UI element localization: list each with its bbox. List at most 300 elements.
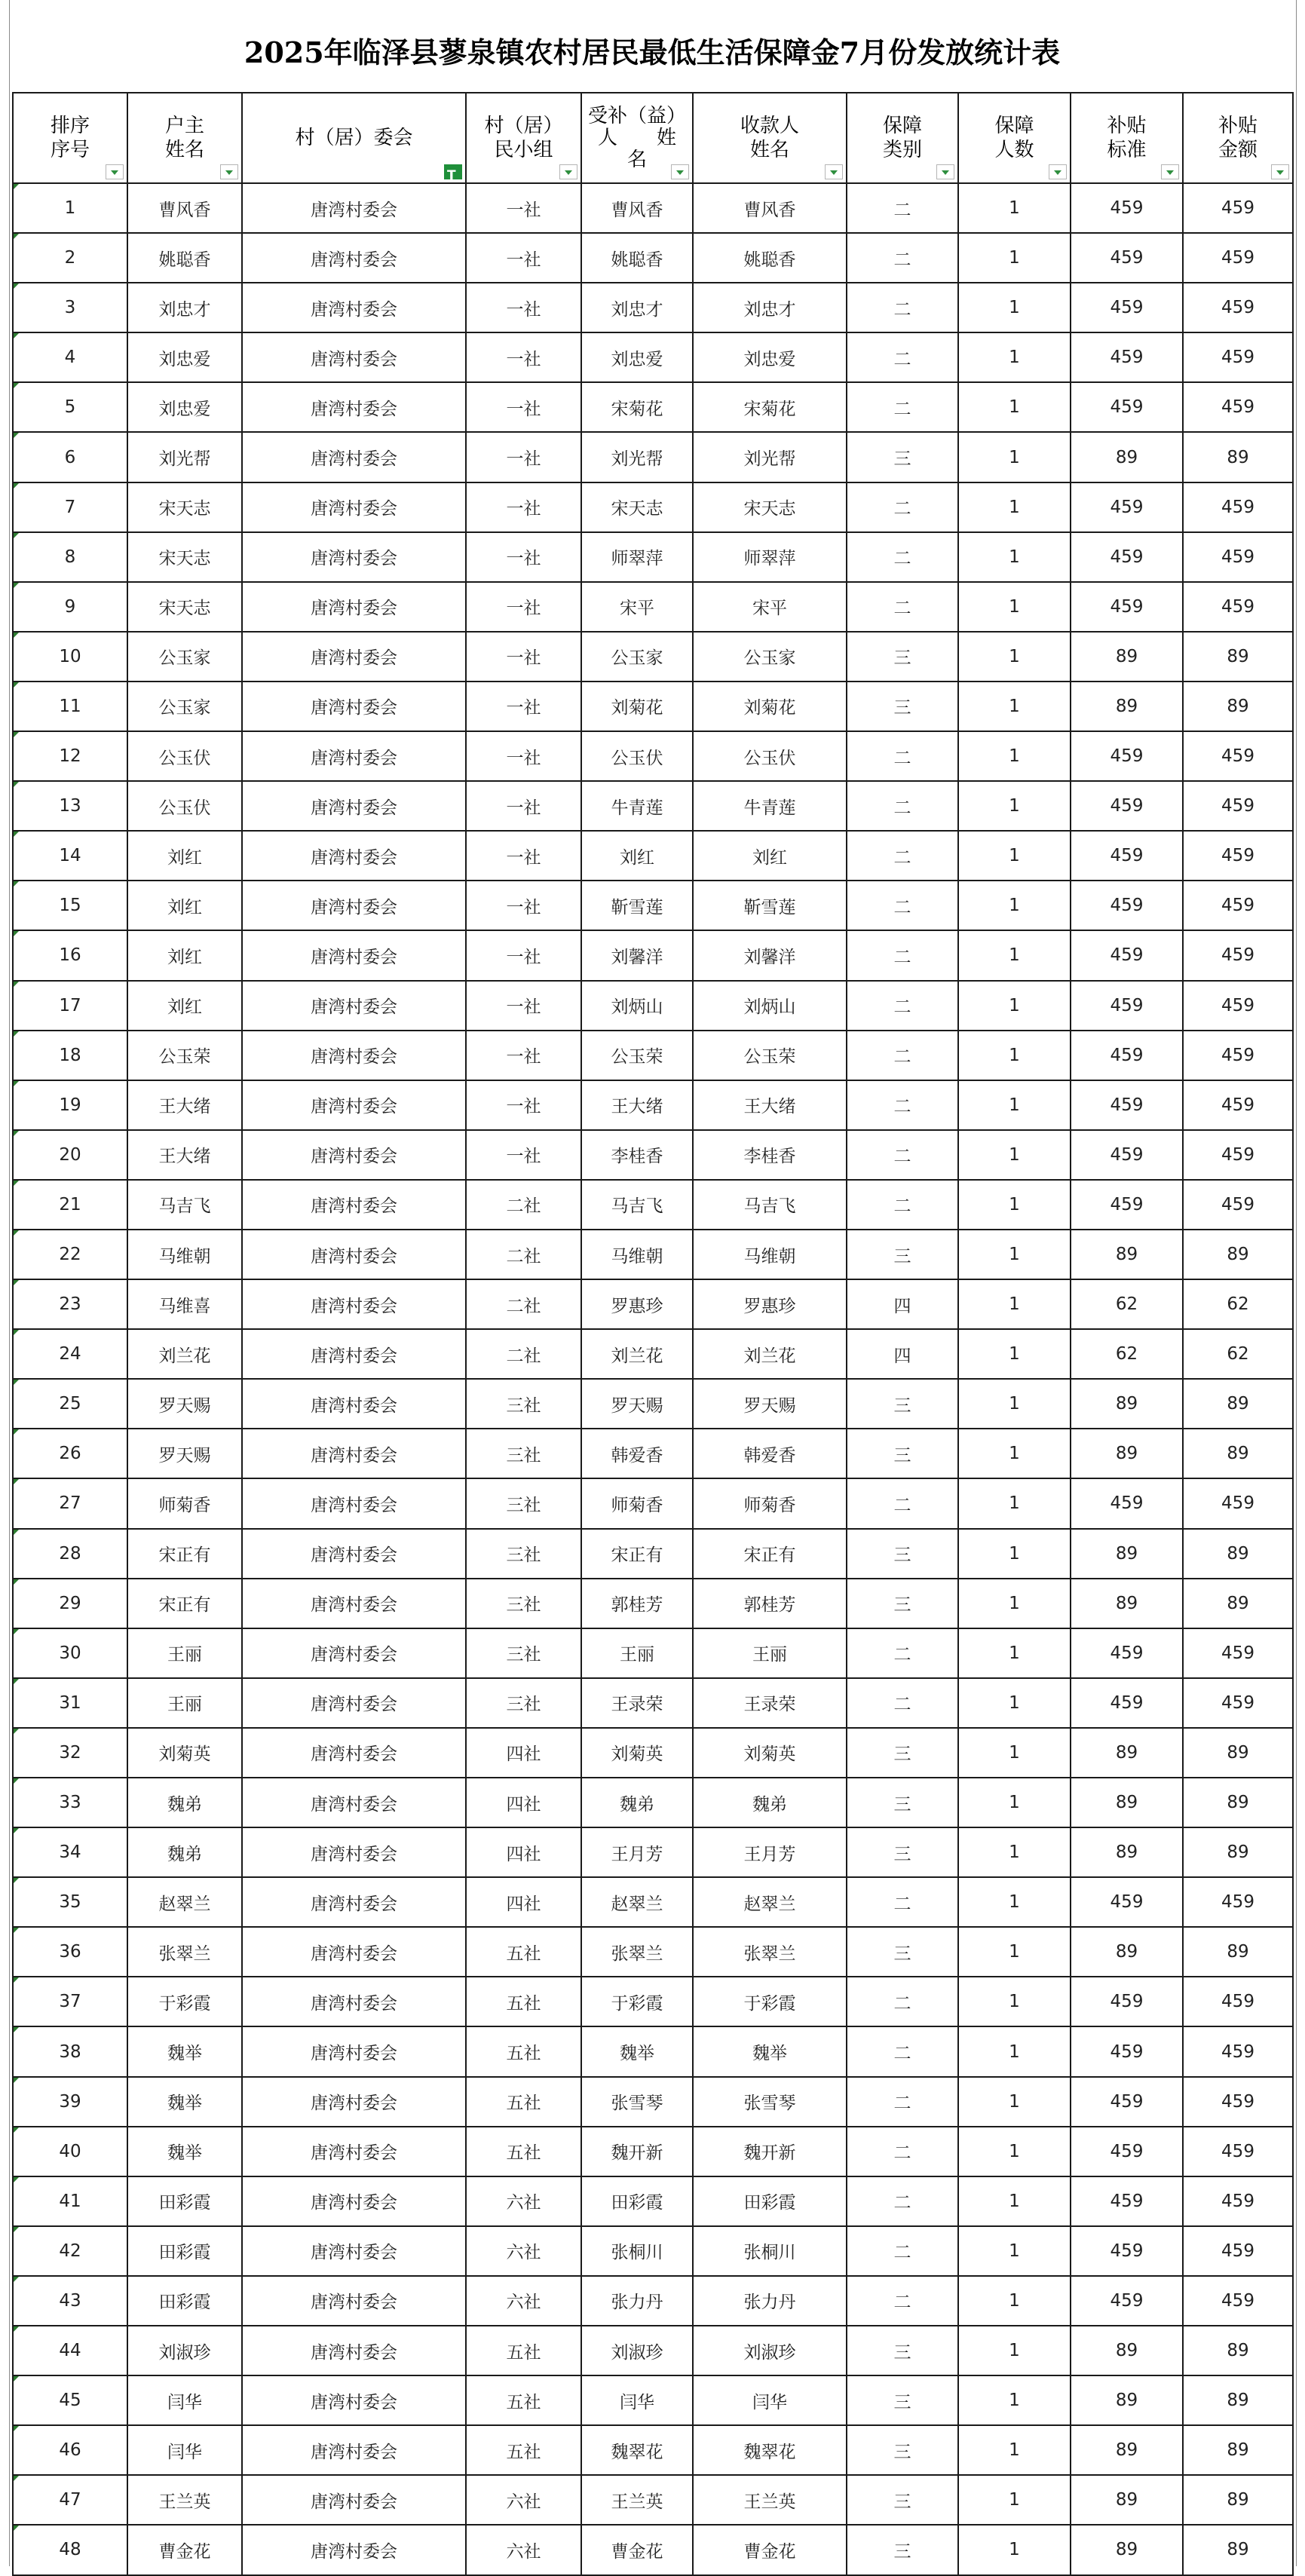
cell-person-count[interactable]: 1 [958,1927,1071,1977]
cell-beneficiary-name[interactable]: 王录荣 [581,1678,693,1728]
cell-order-no[interactable]: 35 [13,1877,127,1927]
cell-order-no[interactable]: 27 [13,1478,127,1528]
cell-person-count[interactable]: 1 [958,2226,1071,2276]
cell-beneficiary-name[interactable]: 闫华 [581,2375,693,2425]
cell-beneficiary-name[interactable]: 姚聪香 [581,233,693,283]
cell-beneficiary-name[interactable]: 于彩霞 [581,1977,693,2026]
cell-beneficiary-name[interactable]: 靳雪莲 [581,881,693,930]
cell-household-head[interactable]: 宋天志 [127,482,242,532]
cell-payee-name[interactable]: 宋天志 [693,482,847,532]
cell-village-committee[interactable]: 唐湾村委会 [242,2276,466,2326]
filter-active-icon[interactable] [444,164,462,179]
cell-villager-group[interactable]: 四社 [466,1877,581,1927]
cell-villager-group[interactable]: 三社 [466,1579,581,1628]
cell-beneficiary-name[interactable]: 马维朝 [581,1230,693,1279]
cell-person-count[interactable]: 1 [958,1579,1071,1628]
cell-order-no[interactable]: 37 [13,1977,127,2026]
cell-security-category[interactable]: 二 [847,930,958,980]
cell-subsidy-standard[interactable]: 459 [1071,2226,1183,2276]
cell-subsidy-amount[interactable]: 459 [1183,981,1293,1031]
cell-security-category[interactable]: 三 [847,2425,958,2475]
cell-payee-name[interactable]: 张桐川 [693,2226,847,2276]
cell-person-count[interactable]: 1 [958,682,1071,731]
cell-subsidy-amount[interactable]: 459 [1183,881,1293,930]
cell-order-no[interactable]: 22 [13,1230,127,1279]
cell-security-category[interactable]: 二 [847,1977,958,2026]
cell-order-no[interactable]: 4 [13,332,127,382]
cell-person-count[interactable]: 1 [958,2127,1071,2176]
cell-person-count[interactable]: 1 [958,1329,1071,1379]
cell-beneficiary-name[interactable]: 王大绪 [581,1080,693,1130]
cell-household-head[interactable]: 田彩霞 [127,2276,242,2326]
cell-subsidy-amount[interactable]: 89 [1183,1579,1293,1628]
cell-payee-name[interactable]: 刘红 [693,831,847,881]
cell-village-committee[interactable]: 唐湾村委会 [242,781,466,831]
cell-subsidy-amount[interactable]: 89 [1183,682,1293,731]
cell-subsidy-amount[interactable]: 89 [1183,1728,1293,1778]
cell-villager-group[interactable]: 三社 [466,1478,581,1528]
cell-subsidy-standard[interactable]: 459 [1071,233,1183,283]
cell-villager-group[interactable]: 一社 [466,930,581,980]
cell-village-committee[interactable]: 唐湾村委会 [242,532,466,582]
cell-security-category[interactable]: 二 [847,183,958,233]
cell-household-head[interactable]: 曹金花 [127,2525,242,2574]
cell-household-head[interactable]: 姚聪香 [127,233,242,283]
cell-security-category[interactable]: 二 [847,831,958,881]
cell-subsidy-amount[interactable]: 89 [1183,432,1293,482]
cell-security-category[interactable]: 二 [847,382,958,432]
cell-beneficiary-name[interactable]: 师菊香 [581,1478,693,1528]
cell-villager-group[interactable]: 二社 [466,1180,581,1230]
cell-security-category[interactable]: 二 [847,2226,958,2276]
cell-order-no[interactable]: 1 [13,183,127,233]
cell-subsidy-amount[interactable]: 459 [1183,482,1293,532]
cell-person-count[interactable]: 1 [958,233,1071,283]
cell-beneficiary-name[interactable]: 公玉荣 [581,1031,693,1080]
cell-person-count[interactable]: 1 [958,1180,1071,1230]
cell-subsidy-standard[interactable]: 89 [1071,2525,1183,2574]
cell-villager-group[interactable]: 一社 [466,981,581,1031]
cell-village-committee[interactable]: 唐湾村委会 [242,382,466,432]
cell-person-count[interactable]: 1 [958,2326,1071,2375]
cell-household-head[interactable]: 马维喜 [127,1279,242,1329]
cell-village-committee[interactable]: 唐湾村委会 [242,2425,466,2475]
cell-village-committee[interactable]: 唐湾村委会 [242,332,466,382]
cell-order-no[interactable]: 48 [13,2525,127,2574]
cell-person-count[interactable]: 1 [958,1031,1071,1080]
cell-order-no[interactable]: 23 [13,1279,127,1329]
cell-household-head[interactable]: 魏举 [127,2077,242,2127]
cell-person-count[interactable]: 1 [958,831,1071,881]
cell-villager-group[interactable]: 一社 [466,332,581,382]
cell-person-count[interactable]: 1 [958,2375,1071,2425]
cell-subsidy-standard[interactable]: 459 [1071,1877,1183,1927]
cell-payee-name[interactable]: 刘忠才 [693,283,847,332]
cell-order-no[interactable]: 47 [13,2475,127,2525]
cell-villager-group[interactable]: 五社 [466,1977,581,2026]
cell-subsidy-amount[interactable]: 459 [1183,1031,1293,1080]
cell-village-committee[interactable]: 唐湾村委会 [242,482,466,532]
cell-payee-name[interactable]: 王大绪 [693,1080,847,1130]
cell-security-category[interactable]: 四 [847,1329,958,1379]
cell-villager-group[interactable]: 六社 [466,2525,581,2574]
cell-security-category[interactable]: 二 [847,981,958,1031]
cell-person-count[interactable]: 1 [958,1230,1071,1279]
cell-village-committee[interactable]: 唐湾村委会 [242,1180,466,1230]
cell-household-head[interactable]: 张翠兰 [127,1927,242,1977]
cell-household-head[interactable]: 刘忠爱 [127,332,242,382]
cell-villager-group[interactable]: 一社 [466,1130,581,1180]
cell-subsidy-standard[interactable]: 89 [1071,682,1183,731]
cell-person-count[interactable]: 1 [958,1080,1071,1130]
cell-security-category[interactable]: 二 [847,2176,958,2226]
cell-household-head[interactable]: 马维朝 [127,1230,242,1279]
cell-subsidy-standard[interactable]: 459 [1071,1031,1183,1080]
cell-village-committee[interactable]: 唐湾村委会 [242,1478,466,1528]
cell-household-head[interactable]: 师菊香 [127,1478,242,1528]
cell-order-no[interactable]: 19 [13,1080,127,1130]
cell-security-category[interactable]: 二 [847,731,958,781]
filter-dropdown-icon[interactable] [559,164,577,179]
cell-payee-name[interactable]: 罗惠珍 [693,1279,847,1329]
cell-village-committee[interactable]: 唐湾村委会 [242,1678,466,1728]
cell-person-count[interactable]: 1 [958,1429,1071,1478]
cell-village-committee[interactable]: 唐湾村委会 [242,1230,466,1279]
cell-subsidy-amount[interactable]: 89 [1183,1827,1293,1877]
cell-subsidy-amount[interactable]: 459 [1183,930,1293,980]
cell-payee-name[interactable]: 刘菊英 [693,1728,847,1778]
cell-person-count[interactable]: 1 [958,731,1071,781]
cell-security-category[interactable]: 三 [847,1529,958,1579]
cell-payee-name[interactable]: 刘馨洋 [693,930,847,980]
cell-village-committee[interactable]: 唐湾村委会 [242,1429,466,1478]
cell-payee-name[interactable]: 张力丹 [693,2276,847,2326]
cell-security-category[interactable]: 二 [847,482,958,532]
cell-person-count[interactable]: 1 [958,2425,1071,2475]
cell-subsidy-standard[interactable]: 459 [1071,382,1183,432]
cell-villager-group[interactable]: 四社 [466,1728,581,1778]
cell-subsidy-standard[interactable]: 459 [1071,482,1183,532]
cell-beneficiary-name[interactable]: 魏翠花 [581,2425,693,2475]
cell-village-committee[interactable]: 唐湾村委会 [242,881,466,930]
cell-payee-name[interactable]: 公玉家 [693,632,847,682]
cell-person-count[interactable]: 1 [958,382,1071,432]
cell-order-no[interactable]: 14 [13,831,127,881]
cell-villager-group[interactable]: 一社 [466,382,581,432]
cell-order-no[interactable]: 15 [13,881,127,930]
cell-household-head[interactable]: 赵翠兰 [127,1877,242,1927]
cell-household-head[interactable]: 魏举 [127,2127,242,2176]
cell-household-head[interactable]: 公玉家 [127,632,242,682]
cell-village-committee[interactable]: 唐湾村委会 [242,632,466,682]
cell-subsidy-amount[interactable]: 89 [1183,1379,1293,1429]
cell-village-committee[interactable]: 唐湾村委会 [242,233,466,283]
cell-village-committee[interactable]: 唐湾村委会 [242,2475,466,2525]
cell-payee-name[interactable]: 牛青莲 [693,781,847,831]
filter-dropdown-icon[interactable] [936,164,954,179]
cell-villager-group[interactable]: 五社 [466,1927,581,1977]
cell-villager-group[interactable]: 五社 [466,2127,581,2176]
cell-order-no[interactable]: 6 [13,432,127,482]
cell-subsidy-amount[interactable]: 459 [1183,1180,1293,1230]
cell-villager-group[interactable]: 五社 [466,2077,581,2127]
cell-security-category[interactable]: 三 [847,682,958,731]
cell-payee-name[interactable]: 曹风香 [693,183,847,233]
cell-security-category[interactable]: 二 [847,532,958,582]
cell-village-committee[interactable]: 唐湾村委会 [242,432,466,482]
cell-subsidy-amount[interactable]: 459 [1183,183,1293,233]
filter-dropdown-icon[interactable] [1161,164,1179,179]
cell-subsidy-standard[interactable]: 459 [1071,1180,1183,1230]
cell-village-committee[interactable]: 唐湾村委会 [242,1529,466,1579]
cell-subsidy-standard[interactable]: 459 [1071,731,1183,781]
cell-subsidy-amount[interactable]: 459 [1183,532,1293,582]
cell-household-head[interactable]: 宋天志 [127,532,242,582]
cell-beneficiary-name[interactable]: 李桂香 [581,1130,693,1180]
cell-person-count[interactable]: 1 [958,632,1071,682]
cell-security-category[interactable]: 二 [847,1678,958,1728]
cell-household-head[interactable]: 宋正有 [127,1529,242,1579]
cell-household-head[interactable]: 刘忠爱 [127,382,242,432]
cell-order-no[interactable]: 42 [13,2226,127,2276]
cell-subsidy-standard[interactable]: 459 [1071,831,1183,881]
cell-subsidy-amount[interactable]: 459 [1183,731,1293,781]
cell-beneficiary-name[interactable]: 刘光帮 [581,432,693,482]
cell-security-category[interactable]: 二 [847,2276,958,2326]
cell-security-category[interactable]: 三 [847,2475,958,2525]
cell-village-committee[interactable]: 唐湾村委会 [242,2077,466,2127]
cell-villager-group[interactable]: 六社 [466,2176,581,2226]
cell-order-no[interactable]: 5 [13,382,127,432]
cell-villager-group[interactable]: 一社 [466,432,581,482]
cell-subsidy-standard[interactable]: 459 [1071,582,1183,632]
cell-payee-name[interactable]: 魏举 [693,2026,847,2076]
cell-beneficiary-name[interactable]: 公玉伏 [581,731,693,781]
cell-villager-group[interactable]: 一社 [466,881,581,930]
cell-security-category[interactable]: 三 [847,1927,958,1977]
cell-villager-group[interactable]: 二社 [466,1279,581,1329]
cell-order-no[interactable]: 45 [13,2375,127,2425]
cell-village-committee[interactable]: 唐湾村委会 [242,283,466,332]
cell-security-category[interactable]: 二 [847,1080,958,1130]
cell-household-head[interactable]: 王兰英 [127,2475,242,2525]
cell-security-category[interactable]: 二 [847,233,958,283]
cell-villager-group[interactable]: 一社 [466,283,581,332]
cell-household-head[interactable]: 刘红 [127,981,242,1031]
cell-subsidy-standard[interactable]: 459 [1071,1130,1183,1180]
cell-subsidy-standard[interactable]: 459 [1071,283,1183,332]
cell-beneficiary-name[interactable]: 魏开新 [581,2127,693,2176]
cell-villager-group[interactable]: 六社 [466,2475,581,2525]
cell-person-count[interactable]: 1 [958,1529,1071,1579]
cell-person-count[interactable]: 1 [958,1478,1071,1528]
cell-person-count[interactable]: 1 [958,283,1071,332]
cell-village-committee[interactable]: 唐湾村委会 [242,1827,466,1877]
cell-payee-name[interactable]: 马吉飞 [693,1180,847,1230]
cell-subsidy-amount[interactable]: 459 [1183,2077,1293,2127]
cell-subsidy-amount[interactable]: 459 [1183,382,1293,432]
cell-household-head[interactable]: 闫华 [127,2425,242,2475]
cell-villager-group[interactable]: 三社 [466,1628,581,1678]
cell-villager-group[interactable]: 二社 [466,1230,581,1279]
cell-subsidy-amount[interactable]: 89 [1183,632,1293,682]
cell-subsidy-standard[interactable]: 459 [1071,2276,1183,2326]
cell-household-head[interactable]: 刘红 [127,881,242,930]
cell-payee-name[interactable]: 王月芳 [693,1827,847,1877]
cell-beneficiary-name[interactable]: 刘忠才 [581,283,693,332]
cell-person-count[interactable]: 1 [958,1728,1071,1778]
cell-order-no[interactable]: 18 [13,1031,127,1080]
cell-beneficiary-name[interactable]: 王月芳 [581,1827,693,1877]
cell-village-committee[interactable]: 唐湾村委会 [242,1379,466,1429]
cell-order-no[interactable]: 38 [13,2026,127,2076]
cell-order-no[interactable]: 17 [13,981,127,1031]
cell-order-no[interactable]: 30 [13,1628,127,1678]
cell-payee-name[interactable]: 宋平 [693,582,847,632]
cell-household-head[interactable]: 公玉伏 [127,781,242,831]
cell-person-count[interactable]: 1 [958,2176,1071,2226]
cell-villager-group[interactable]: 一社 [466,781,581,831]
cell-beneficiary-name[interactable]: 王兰英 [581,2475,693,2525]
cell-order-no[interactable]: 11 [13,682,127,731]
cell-village-committee[interactable]: 唐湾村委会 [242,831,466,881]
cell-person-count[interactable]: 1 [958,1379,1071,1429]
cell-order-no[interactable]: 32 [13,1728,127,1778]
cell-beneficiary-name[interactable]: 罗天赐 [581,1379,693,1429]
cell-payee-name[interactable]: 刘忠爱 [693,332,847,382]
cell-beneficiary-name[interactable]: 刘菊花 [581,682,693,731]
cell-village-committee[interactable]: 唐湾村委会 [242,1877,466,1927]
cell-subsidy-amount[interactable]: 89 [1183,1429,1293,1478]
cell-security-category[interactable]: 二 [847,1478,958,1528]
cell-household-head[interactable]: 田彩霞 [127,2226,242,2276]
cell-person-count[interactable]: 1 [958,332,1071,382]
cell-beneficiary-name[interactable]: 宋正有 [581,1529,693,1579]
cell-payee-name[interactable]: 王丽 [693,1628,847,1678]
cell-order-no[interactable]: 12 [13,731,127,781]
cell-village-committee[interactable]: 唐湾村委会 [242,1778,466,1827]
cell-household-head[interactable]: 刘红 [127,930,242,980]
cell-payee-name[interactable]: 李桂香 [693,1130,847,1180]
cell-order-no[interactable]: 29 [13,1579,127,1628]
cell-subsidy-amount[interactable]: 459 [1183,1080,1293,1130]
cell-order-no[interactable]: 13 [13,781,127,831]
cell-person-count[interactable]: 1 [958,881,1071,930]
cell-subsidy-amount[interactable]: 459 [1183,1977,1293,2026]
cell-subsidy-standard[interactable]: 459 [1071,1628,1183,1678]
cell-subsidy-amount[interactable]: 459 [1183,781,1293,831]
cell-subsidy-amount[interactable]: 459 [1183,1130,1293,1180]
cell-villager-group[interactable]: 一社 [466,482,581,532]
cell-payee-name[interactable]: 刘菊花 [693,682,847,731]
cell-villager-group[interactable]: 六社 [466,2276,581,2326]
cell-payee-name[interactable]: 刘光帮 [693,432,847,482]
cell-village-committee[interactable]: 唐湾村委会 [242,2525,466,2574]
filter-dropdown-icon[interactable] [825,164,843,179]
cell-subsidy-amount[interactable]: 459 [1183,1678,1293,1728]
cell-security-category[interactable]: 二 [847,2026,958,2076]
filter-dropdown-icon[interactable] [220,164,238,179]
cell-villager-group[interactable]: 一社 [466,183,581,233]
cell-order-no[interactable]: 41 [13,2176,127,2226]
cell-person-count[interactable]: 1 [958,2026,1071,2076]
cell-subsidy-amount[interactable]: 89 [1183,2525,1293,2574]
cell-subsidy-standard[interactable]: 459 [1071,2176,1183,2226]
cell-beneficiary-name[interactable]: 魏弟 [581,1778,693,1827]
cell-household-head[interactable]: 公玉家 [127,682,242,731]
cell-villager-group[interactable]: 一社 [466,831,581,881]
cell-subsidy-standard[interactable]: 89 [1071,432,1183,482]
cell-subsidy-amount[interactable]: 89 [1183,1778,1293,1827]
cell-village-committee[interactable]: 唐湾村委会 [242,1728,466,1778]
cell-subsidy-standard[interactable]: 459 [1071,2077,1183,2127]
cell-payee-name[interactable]: 靳雪莲 [693,881,847,930]
cell-village-committee[interactable]: 唐湾村委会 [242,1977,466,2026]
cell-person-count[interactable]: 1 [958,1877,1071,1927]
cell-subsidy-amount[interactable]: 459 [1183,1877,1293,1927]
cell-household-head[interactable]: 刘菊英 [127,1728,242,1778]
cell-beneficiary-name[interactable]: 刘馨洋 [581,930,693,980]
cell-beneficiary-name[interactable]: 牛青莲 [581,781,693,831]
cell-subsidy-standard[interactable]: 459 [1071,1080,1183,1130]
cell-payee-name[interactable]: 田彩霞 [693,2176,847,2226]
cell-security-category[interactable]: 二 [847,1877,958,1927]
cell-beneficiary-name[interactable]: 师翠萍 [581,532,693,582]
cell-villager-group[interactable]: 五社 [466,2375,581,2425]
cell-order-no[interactable]: 7 [13,482,127,532]
cell-village-committee[interactable]: 唐湾村委会 [242,731,466,781]
cell-order-no[interactable]: 3 [13,283,127,332]
cell-payee-name[interactable]: 闫华 [693,2375,847,2425]
cell-subsidy-amount[interactable]: 459 [1183,2176,1293,2226]
cell-beneficiary-name[interactable]: 罗惠珍 [581,1279,693,1329]
cell-household-head[interactable]: 王丽 [127,1678,242,1728]
cell-subsidy-amount[interactable]: 459 [1183,1478,1293,1528]
cell-village-committee[interactable]: 唐湾村委会 [242,2176,466,2226]
cell-security-category[interactable]: 三 [847,2326,958,2375]
cell-subsidy-amount[interactable]: 459 [1183,831,1293,881]
cell-payee-name[interactable]: 刘淑珍 [693,2326,847,2375]
cell-person-count[interactable]: 1 [958,781,1071,831]
cell-security-category[interactable]: 二 [847,332,958,382]
cell-beneficiary-name[interactable]: 田彩霞 [581,2176,693,2226]
cell-household-head[interactable]: 刘红 [127,831,242,881]
cell-person-count[interactable]: 1 [958,1130,1071,1180]
cell-security-category[interactable]: 三 [847,2525,958,2574]
cell-person-count[interactable]: 1 [958,582,1071,632]
cell-security-category[interactable]: 三 [847,632,958,682]
cell-village-committee[interactable]: 唐湾村委会 [242,2026,466,2076]
cell-beneficiary-name[interactable]: 曹风香 [581,183,693,233]
cell-villager-group[interactable]: 三社 [466,1529,581,1579]
cell-household-head[interactable]: 刘兰花 [127,1329,242,1379]
cell-subsidy-amount[interactable]: 89 [1183,1927,1293,1977]
cell-payee-name[interactable]: 宋菊花 [693,382,847,432]
cell-person-count[interactable]: 1 [958,2525,1071,2574]
cell-household-head[interactable]: 马吉飞 [127,1180,242,1230]
cell-beneficiary-name[interactable]: 张桐川 [581,2226,693,2276]
cell-security-category[interactable]: 三 [847,1728,958,1778]
cell-payee-name[interactable]: 师翠萍 [693,532,847,582]
cell-subsidy-amount[interactable]: 459 [1183,332,1293,382]
cell-village-committee[interactable]: 唐湾村委会 [242,2326,466,2375]
cell-payee-name[interactable]: 张翠兰 [693,1927,847,1977]
cell-security-category[interactable]: 二 [847,1031,958,1080]
cell-subsidy-standard[interactable]: 89 [1071,1429,1183,1478]
cell-security-category[interactable]: 二 [847,283,958,332]
cell-beneficiary-name[interactable]: 宋菊花 [581,382,693,432]
cell-payee-name[interactable]: 于彩霞 [693,1977,847,2026]
